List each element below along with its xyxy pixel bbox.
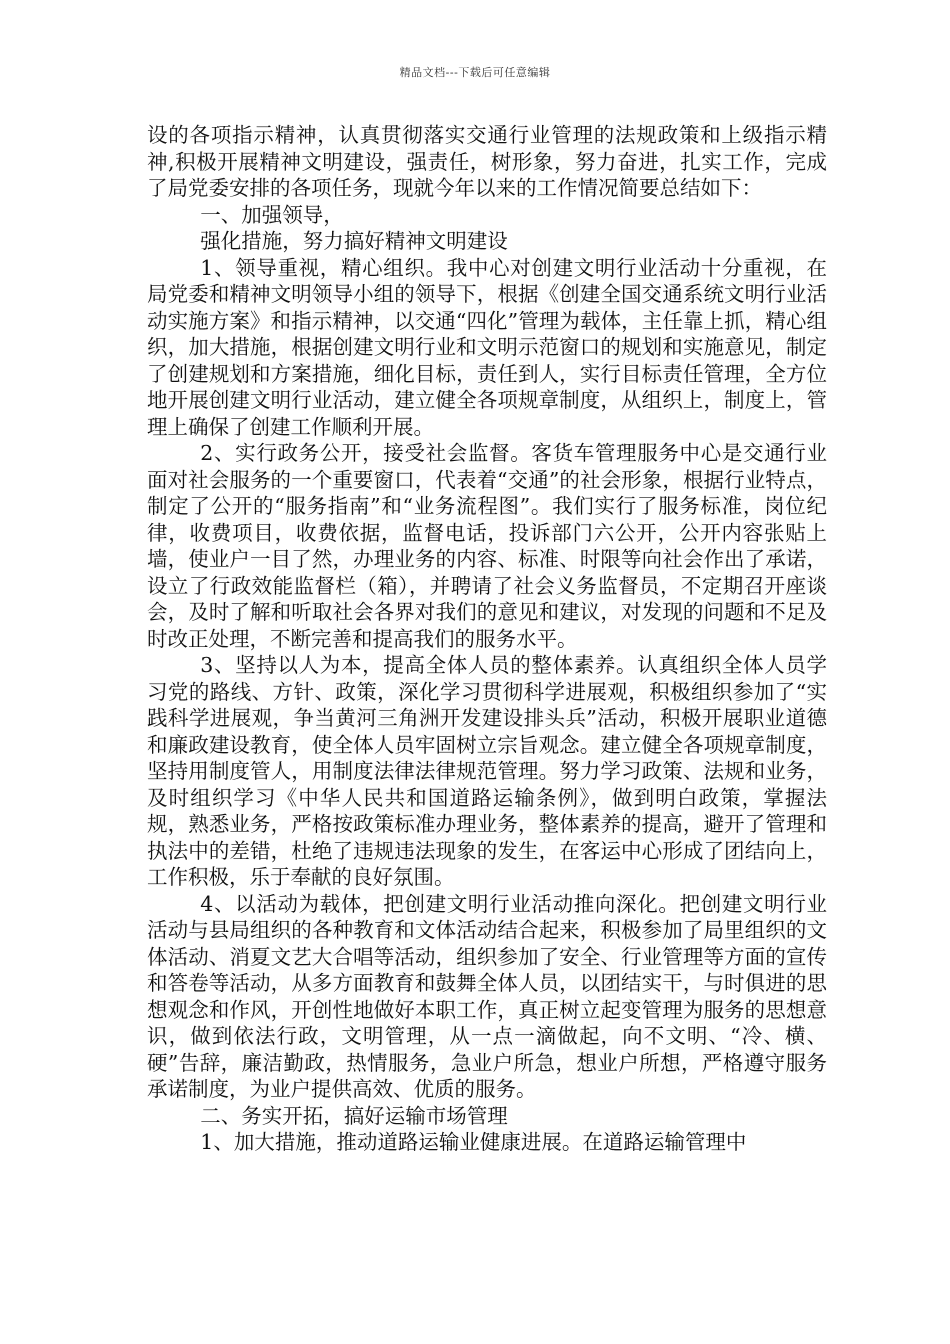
paragraph-item-1: 1、领导重视，精心组织。我中心对创建文明行业活动十分重视，在局党委和精神文明领导小组的领导下，根据《创建全国交通系统文明行业活动实施方案》和指示精神，以交通“四化”管理为载体，主任靠上抓，精心组织，加大措施，根据创建文明行业和文明示范窗口的规划和实施意见，制定了创建规划和方案措施，细化目标，责任到人，实行目标责任管理，全方位地开展创建文明行业活动，建立健全各项规章制度，从组织上，制度上，管理上确保了创建工作顺利开展。 xyxy=(147,255,827,439)
page-header: 精品文档---下载后可任意编辑 xyxy=(399,66,551,79)
paragraph-section-2-item-1: 1、加大措施，推动道路运输业健康进展。在道路运输管理中 xyxy=(200,1130,747,1154)
section-heading-1-part-a: 一、加强领导， xyxy=(200,202,344,227)
section-heading-1-part-b: 强化措施，努力搞好精神文明建设 xyxy=(200,229,508,253)
section-heading-2: 二、务实开拓，搞好运输市场管理 xyxy=(200,1103,508,1128)
paragraph-item-3: 3、坚持以人为本，提高全体人员的整体素养。认真组织全体人员学习党的路线、方针、政策，深化学习贯彻科学进展观，积极组织参加了“实践科学进展观，争当黄河三角洲开发建设排头兵”活动，积极开展职业道德和廉政建设教育，使全体人员牢固树立宗旨观念。建立健全各项规章制度，坚持用制度管人，用制度法律法律规范管理。努力学习政策、法规和业务，及时组织学习《中华人民共和国道路运输条例》，做到明白政策，掌握法规，熟悉业务，严格按政策标准办理业务，整体素养的提高，避开了管理和执法中的差错，杜绝了违规违法现象的发生，在客运中心形成了团结向上，工作积极，乐于奉献的良好氛围。 xyxy=(147,653,827,889)
paragraph-item-2: 2、实行政务公开，接受社会监督。客货车管理服务中心是交通行业面对社会服务的一个重要窗口，代表着“交通”的社会形象，根据行业特点，制定了公开的“服务指南”和“业务流程图”。我们实行了服务标准，岗位纪律，收费项目，收费依据，监督电话，投诉部门六公开，公开内容张贴上墙，使业户一目了然，办理业务的内容、标准、时限等向社会作出了承诺，设立了行政效能监督栏（箱），并聘请了社会义务监督员，不定期召开座谈会，及时了解和听取社会各界对我们的意见和建议，对发现的问题和不足及时改正处理，不断完善和提高我们的服务水平。 xyxy=(147,441,827,651)
paragraph-intro: 设的各项指示精神，认真贯彻落实交通行业管理的法规政策和上级指示精神,积极开展精神文明建设，强责任，树形象，努力奋进，扎实工作，完成了局党委安排的各项任务，现就今年以来的工作情况简要总结如下： xyxy=(147,123,827,200)
document-body xyxy=(147,122,827,1156)
paragraph-item-4: 4、以活动为载体，把创建文明行业活动推向深化。把创建文明行业活动与县局组织的各种教育和文体活动结合起来，积极参加了局里组织的文体活动、消夏文艺大合唱等活动，组织参加了安全、行业管理等方面的宣传和答卷等活动，从多方面教育和鼓舞全体人员，以团结实干，与时俱进的思想观念和作风，开创性地做好本职工作，真正树立起变管理为服务的思想意识，做到依法行政，文明管理，从一点一滴做起，向不文明、“冷、横、硬”告辞，廉洁勤政，热情服务，急业户所急，想业户所想，严格遵守服务承诺制度，为业户提供高效、优质的服务。 xyxy=(147,891,827,1101)
